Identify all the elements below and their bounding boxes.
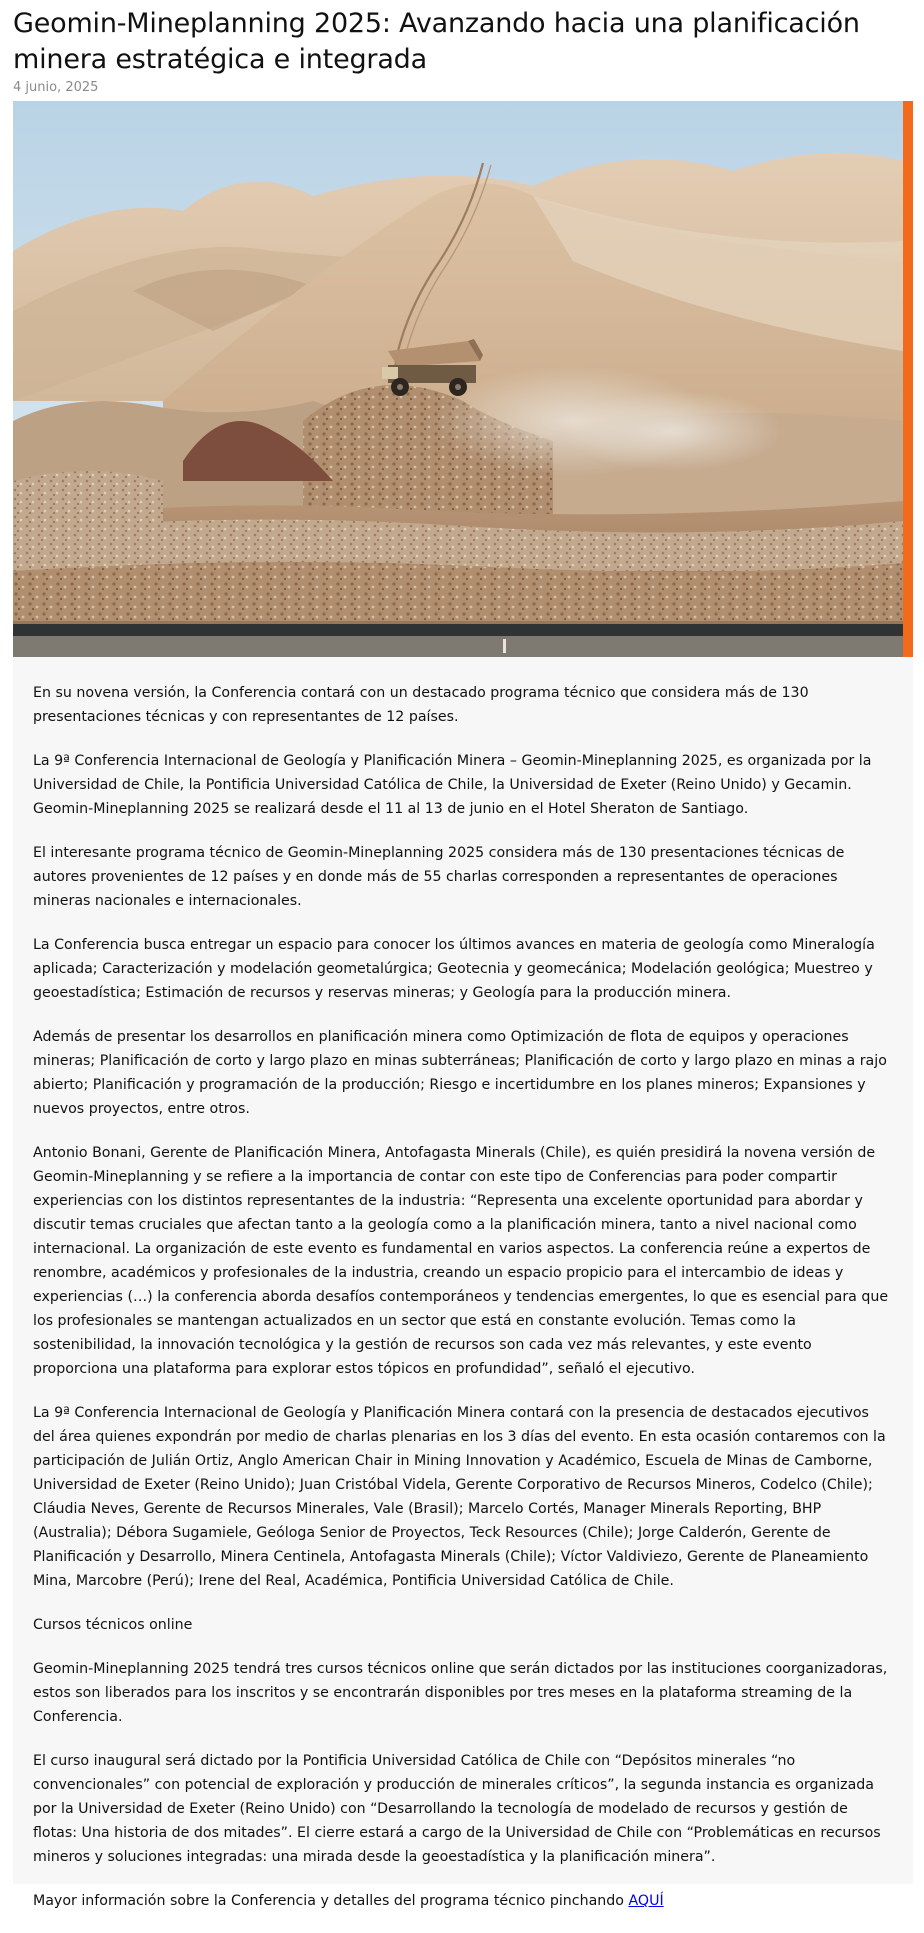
paragraph-9: El curso inaugural será dictado por la Pontificia Universidad Católica de Chile con “Depósitos minerales “no convencionales” con potencial de exploración y producción de minerales críticos”, la segunda instancia es organizada por la Universidad de Exeter (Reino Unido) con “Desarrollando la tecnología de modelado de recursos y gestión de flotas: Una historia de dos mitades”. El cierre estará a cargo de la Universidad de Chile con “Problemáticas en recursos mineros y soluciones integradas: una mirada desde la geoestadística y la planificación minera”. bbox=[33, 1753, 881, 1865]
paragraph-4: La Conferencia busca entregar un espacio para conocer los últimos avances en materia de geología como Mineralogía aplicada; Caracterización y modelación geometalúrgica; Geotecnia y geomecánica; Modelación geológica; Muestreo y geoestadística; Estimación de recursos y reservas mineras; y Geología para la producción minera. bbox=[33, 937, 875, 1001]
paragraph-3: El interesante programa técnico de Geomin-Mineplanning 2025 considera más de 130 presentaciones técnicas de autores provenientes de 12 países y en donde más de 55 charlas corresponden a representantes de operaciones mineras nacionales e internacionales. bbox=[33, 845, 845, 909]
more-info-link[interactable]: AQUÍ bbox=[628, 1893, 664, 1909]
accent-bar bbox=[903, 101, 913, 661]
paragraph-6: Antonio Bonani, Gerente de Planificación Minera, Antofagasta Minerals (Chile), es quién presidirá la novena versión de Geomin-Mineplanning y se refiere a la importancia de contar con este tipo de Conferencias para poder compartir experiencias con los distintos representantes de la industria: “Representa una excelente oportunidad para abordar y discutir temas cruciales que afectan tanto a la geología como a la planificación minera, tanto a nivel nacional como internacional. La organización de este evento es fundamental en varios aspectos. La conferencia reúne a expertos de renombre, académicos y profesionales de la industria, creando un espacio propicio para el intercambio de ideas y experiencias (…) la conferencia aborda desafíos contemporáneos y tendencias emergentes, lo que es esencial para que los profesionales se mantengan actualizados en un sector que está en constante evolución. Temas como la sostenibilidad, la innovación tecnológica y la gestión de recursos son cada vez más relevantes, y este evento proporciona una plataforma para explorar estos tópicos en profundidad”, señaló el ejecutivo. bbox=[33, 1145, 889, 1377]
closing-text: Mayor información sobre la Conferencia y detalles del programa técnico pinchando bbox=[33, 1893, 629, 1909]
section-heading-cursos: Cursos técnicos online bbox=[33, 1617, 193, 1633]
paragraph-5: Además de presentar los desarrollos en planificación minera como Optimización de flota de equipos y operaciones mineras; Planificación de corto y largo plazo en minas subterráneas; Planificación de corto y largo plazo en minas a rajo abierto; Planificación y programación de la producción; Riesgo e incertidumbre en los planes mineros; Expansiones y nuevos proyectos, entre otros. bbox=[33, 1029, 887, 1117]
closing-paragraph bbox=[33, 1889, 893, 1913]
article-body bbox=[33, 681, 893, 1933]
paragraph-8: Geomin-Mineplanning 2025 tendrá tres cursos técnicos online que serán dictados por las instituciones coorganizadoras, estos son liberados para los inscritos y se encontrarán disponibles por tres meses en la plataforma streaming de la Conferencia. bbox=[33, 1661, 888, 1725]
hero-image bbox=[13, 101, 903, 657]
article-title: Geomin-Mineplanning 2025: Avanzando hacia una planificación minera estratégica e integrada bbox=[13, 8, 860, 75]
paragraph-2: La 9ª Conferencia Internacional de Geología y Planificación Minera – Geomin-Mineplanning 2025, es organizada por la Universidad de Chile, la Pontificia Universidad Católica de Chile, la Universidad de Exeter (Reino Unido) y Gecamin. Geomin-Mineplanning 2025 se realizará desde el 11 al 13 de junio en el Hotel Sheraton de Santiago. bbox=[33, 753, 872, 817]
paragraph-7: La 9ª Conferencia Internacional de Geología y Planificación Minera contará con la presencia de destacados ejecutivos del área quienes expondrán por medio de charlas plenarias en los 3 días del evento. En esta ocasión contaremos con la participación de Julián Ortiz, Anglo American Chair in Mining Innovation y Académico, Escuela de Minas de Camborne, Universidad de Exeter (Reino Unido); Juan Cristóbal Videla, Gerente Corporativo de Recursos Mineros, Codelco (Chile); Cláudia Neves, Gerente de Recursos Minerales, Vale (Brasil); Marcelo Cortés, Manager Minerals Reporting, BHP (Australia); Débora Sugamiele, Geóloga Senior de Proyectos, Teck Resources (Chile); Jorge Calderón, Gerente de Planificación y Desarrollo, Minera Centinela, Antofagasta Minerals (Chile); Víctor Valdiviezo, Gerente de Planeamiento Mina, Marcobre (Perú); Irene del Real, Académica, Pontificia Universidad Católica de Chile. bbox=[33, 1405, 886, 1589]
article-date: 4 junio, 2025 bbox=[13, 80, 99, 95]
paragraph-1: En su novena versión, la Conferencia contará con un destacado programa técnico que considera más de 130 presentaciones técnicas y con representantes de 12 países. bbox=[33, 685, 809, 725]
